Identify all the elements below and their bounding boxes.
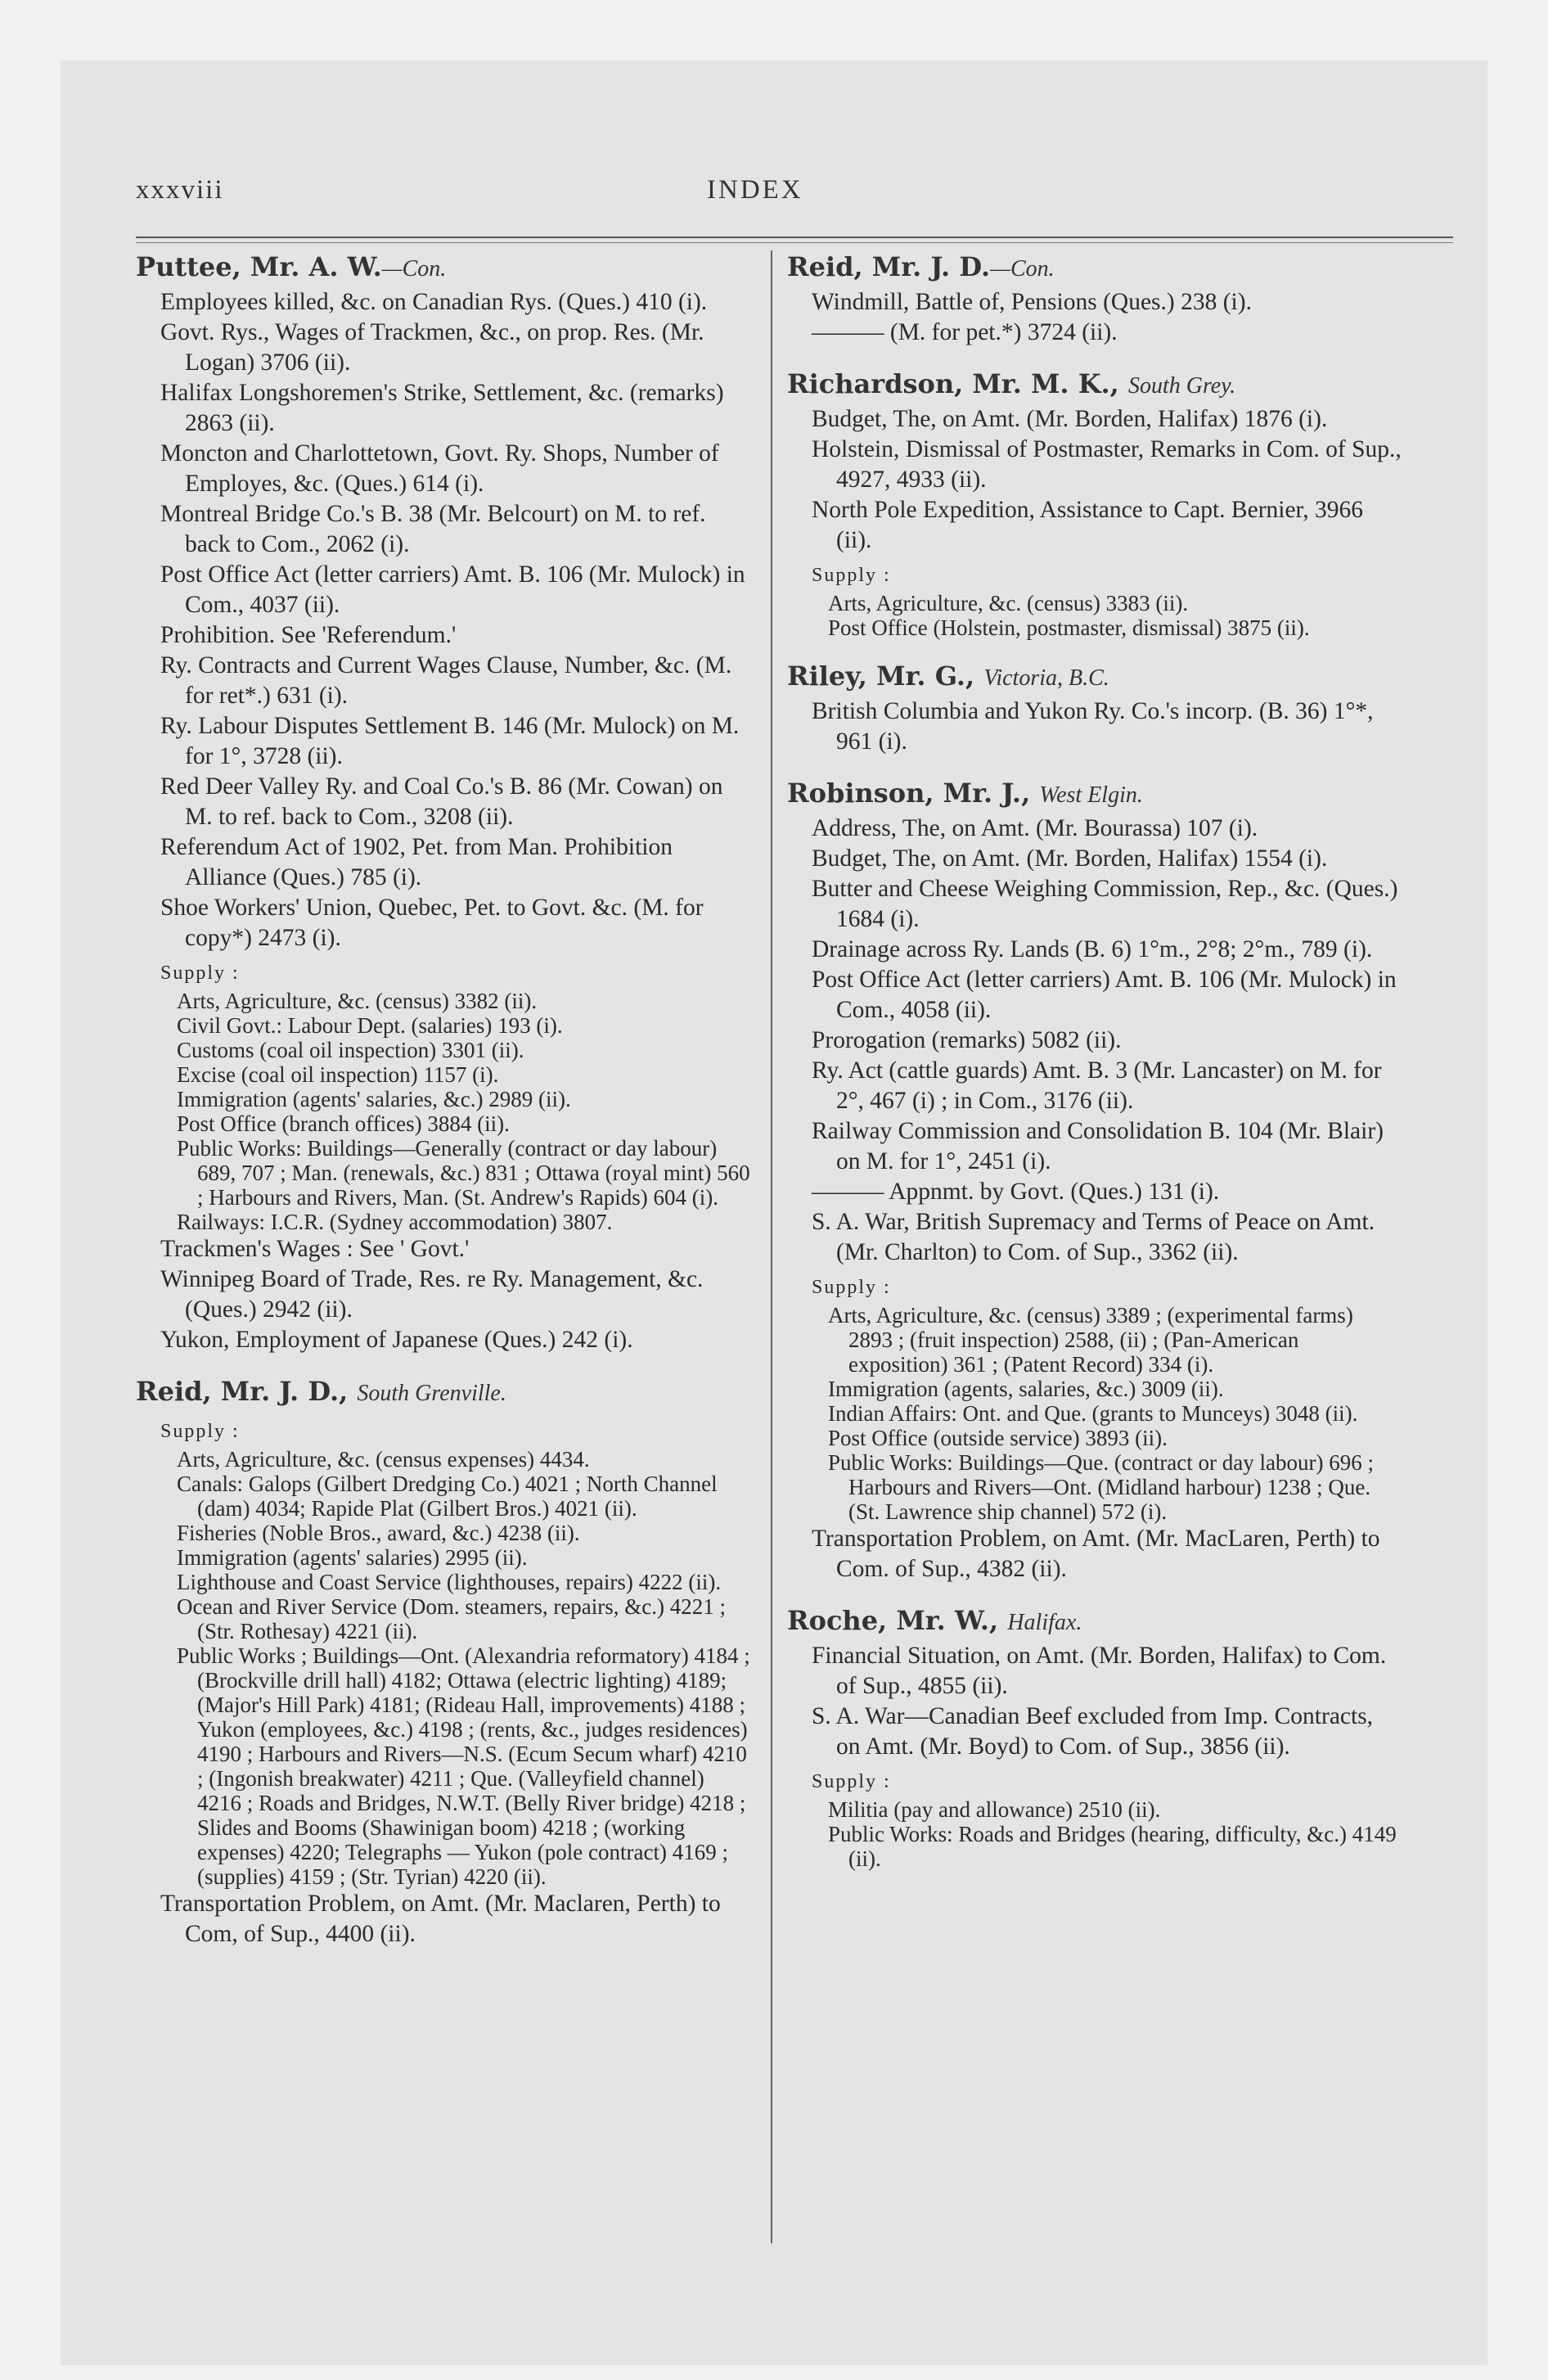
supply-line: Public Works ; Buildings—Ont. (Alexandria reformatory) 4184 ; (Brockville drill hall) 4182; Ottawa (electric lighting) 4189; (Major's Hill Park) 4181; (Rideau Hall, improvements) 4188 ; Yukon (employees, &c.) 4198 ; (rents, &c., judges residences) 4190 ; Harbours and Rivers—N.S. (Ecum Secum wharf) 4210 ; (Ingonish breakwater) 4211 ; Que. (Valleyfield channel) 4216 ; Roads and Bridges, N.W.T. (Belly River bridge) 4218 ; Slides and Booms (Shawinigan boom) 4218 ; (working expenses) 4220; Telegraphs — Yukon (pole contract) 4169 ; (supplies) 4159 ; (Str. Tyrian) 4220 (ii). [177,1643,750,1889]
right-column [787,249,1402,1871]
index-line: Transportation Problem, on Amt. (Mr. MacLaren, Perth) to Com. of Sup., 4382 (ii). [812,1526,1380,1582]
supply-line: Railways: I.C.R. (Sydney accommodation) 3807. [177,1210,613,1234]
supply-label: Supply : [812,1771,891,1792]
entry-subtitle: West Elgin. [1039,782,1143,808]
supply-label: Supply : [812,1277,891,1298]
index-line: Windmill, Battle of, Pensions (Ques.) 238 (i). [812,289,1252,315]
supply-line: Post Office (outside service) 3893 (ii). [828,1426,1168,1450]
index-line: Butter and Cheese Weighing Commission, Rep., &c. (Ques.) 1684 (i). [812,876,1398,932]
index-line: Employees killed, &c. on Canadian Rys. (Ques.) 410 (i). [160,289,708,315]
entry-subtitle: —Con. [990,256,1055,282]
entry-name: Richardson, Mr. M. K., [787,368,1119,399]
index-line: ——— (M. for pet.*) 3724 (ii). [812,319,1118,345]
supply-line: Immigration (agents' salaries, &c.) 2989 (ii). [177,1087,571,1111]
entry-name: Roche, Mr. W., [787,1605,999,1636]
index-line: Ry. Contracts and Current Wages Clause, Number, &c. (M. for ret*.) 631 (i). [160,652,732,709]
supply-line: Militia (pay and allowance) 2510 (ii). [828,1797,1161,1822]
index-line: Referendum Act of 1902, Pet. from Man. Prohibition Alliance (Ques.) 785 (i). [160,834,673,890]
entry-heading [136,249,751,287]
supply-line: Indian Affairs: Ont. and Que. (grants to Munceys) 3048 (ii). [828,1401,1358,1426]
supply-line: Civil Govt.: Labour Dept. (salaries) 193 (i). [177,1013,563,1038]
index-line: North Pole Expedition, Assistance to Capt. Bernier, 3966 (ii). [812,497,1363,553]
index-line: Transportation Problem, on Amt. (Mr. Maclaren, Perth) to Com, of Sup., 4400 (ii). [160,1891,721,1947]
header-rule-thin [136,242,1453,243]
supply-line: Canals: Galops (Gilbert Dredging Co.) 4021 ; North Channel (dam) 4034; Rapide Plat (Gilbert Bros.) 4021 (ii). [177,1472,718,1521]
supply-line: Excise (coal oil inspection) 1157 (i). [177,1062,499,1087]
entry-heading [787,1602,1402,1641]
supply-line: Public Works: Roads and Bridges (hearing, difficulty, &c.) 4149 (ii). [828,1822,1397,1871]
index-line: Address, The, on Amt. (Mr. Bourassa) 107 (i). [812,815,1258,841]
entry-name: Reid, Mr. J. D., [136,1376,349,1407]
index-line: Winnipeg Board of Trade, Res. re Ry. Management, &c. (Ques.) 2942 (ii). [160,1266,704,1323]
supply-line: Public Works: Buildings—Generally (contract or day labour) 689, 707 ; Man. (renewals, &c.) 831 ; Ottawa (royal mint) 560 ; Harbours and Rivers, Man. (St. Andrew's Rapids) 604 (i). [177,1136,750,1210]
supply-line: Immigration (agents' salaries) 2995 (ii). [177,1545,528,1570]
index-line: Budget, The, on Amt. (Mr. Borden, Halifax) 1876 (i). [812,406,1328,432]
entry-name: Robinson, Mr. J., [787,778,1031,809]
supply-line: Lighthouse and Coast Service (lighthouses, repairs) 4222 (ii). [177,1570,722,1594]
index-line: Prohibition. See 'Referendum.' [160,622,457,648]
supply-line: Post Office (Holstein, postmaster, dismissal) 3875 (ii). [828,615,1310,640]
supply-label: Supply : [160,962,240,984]
index-line: Shoe Workers' Union, Quebec, Pet. to Govt. &c. (M. for copy*) 2473 (i). [160,895,704,951]
index-line: ——— Appnmt. by Govt. (Ques.) 131 (i). [812,1179,1220,1205]
entry-name: Reid, Mr. J. D. [787,251,991,282]
index-line: Montreal Bridge Co.'s B. 38 (Mr. Belcourt) on M. to ref. back to Com., 2062 (i). [160,501,706,557]
entry-heading [787,249,1402,287]
page-number: xxxviii [136,175,224,205]
index-line: S. A. War—Canadian Beef excluded from Imp. Contracts, on Amt. (Mr. Boyd) to Com. of Sup., 3856 (ii). [812,1703,1374,1760]
supply-line: Public Works: Buildings—Que. (contract or day labour) 696 ; Harbours and Rivers—Ont. (Midland harbour) 1238 ; Que. (St. Lawrence ship channel) 572 (i). [828,1450,1374,1524]
index-line: Ry. Labour Disputes Settlement B. 146 (Mr. Mulock) on M. for 1°, 3728 (ii). [160,713,740,769]
left-column [136,249,751,1950]
supply-line: Arts, Agriculture, &c. (census) 3389 ; (experimental farms) 2893 ; (fruit inspection) 2588, (ii) ; (Pan-American exposition) 361 ; (Patent Record) 334 (i). [828,1303,1353,1377]
index-line: Financial Situation, on Amt. (Mr. Borden, Halifax) to Com. of Sup., 4855 (ii). [812,1643,1387,1699]
supply-line: Post Office (branch offices) 3884 (ii). [177,1111,510,1136]
index-line: Drainage across Ry. Lands (B. 6) 1°m., 2°8; 2°m., 789 (i). [812,936,1373,962]
entry-heading [136,1373,751,1412]
supply-line: Ocean and River Service (Dom. steamers, repairs, &c.) 4221 ; (Str. Rothesay) 4221 (ii). [177,1594,727,1643]
index-line: Budget, The, on Amt. (Mr. Borden, Halifax) 1554 (i). [812,845,1328,872]
entry-subtitle: South Grenville. [357,1381,506,1406]
column-divider [771,250,772,2243]
entry-subtitle: South Grey. [1127,373,1236,399]
index-line: Railway Commission and Consolidation B. 104 (Mr. Blair) on M. for 1°, 2451 (i). [812,1118,1384,1174]
entry-heading [787,366,1402,404]
entry-subtitle: Halifax. [1007,1610,1082,1635]
index-line: Trackmen's Wages : See ' Govt.' [160,1236,470,1262]
entry-heading [787,658,1402,696]
index-page [61,61,1487,2365]
index-line: Holstein, Dismissal of Postmaster, Remarks in Com. of Sup., 4927, 4933 (ii). [812,436,1402,493]
entry-name: Puttee, Mr. A. W. [136,251,382,282]
supply-label: Supply : [812,565,891,586]
supply-label: Supply : [160,1421,240,1442]
index-line: British Columbia and Yukon Ry. Co.'s incorp. (B. 36) 1°*, 961 (i). [812,698,1374,755]
supply-line: Arts, Agriculture, &c. (census) 3382 (ii). [177,989,538,1013]
entry-name: Riley, Mr. G., [787,660,975,692]
index-line: Prorogation (remarks) 5082 (ii). [812,1027,1122,1053]
entry-heading [787,775,1402,814]
index-line: S. A. War, British Supremacy and Terms of Peace on Amt. (Mr. Charlton) to Com. of Sup., 3362 (ii). [812,1209,1375,1265]
index-line: Halifax Longshoremen's Strike, Settlement, &c. (remarks) 2863 (ii). [160,380,724,436]
index-line: Red Deer Valley Ry. and Coal Co.'s B. 86 (Mr. Cowan) on M. to ref. back to Com., 3208 (ii). [160,773,723,830]
page-title: INDEX [707,175,803,205]
index-line: Govt. Rys., Wages of Trackmen, &c., on prop. Res. (Mr. Logan) 3706 (ii). [160,319,704,376]
index-line: Ry. Act (cattle guards) Amt. B. 3 (Mr. Lancaster) on M. for 2°, 467 (i) ; in Com., 3176 (ii). [812,1057,1382,1114]
entry-subtitle: —Con. [381,256,447,282]
supply-line: Customs (coal oil inspection) 3301 (ii). [177,1038,524,1062]
entry-subtitle: Victoria, B.C. [983,665,1109,691]
index-line: Post Office Act (letter carriers) Amt. B. 106 (Mr. Mulock) in Com., 4037 (ii). [160,561,745,618]
index-line: Moncton and Charlottetown, Govt. Ry. Shops, Number of Employes, &c. (Ques.) 614 (i). [160,440,719,497]
supply-line: Arts, Agriculture, &c. (census) 3383 (ii). [828,591,1189,615]
index-line: Post Office Act (letter carriers) Amt. B. 106 (Mr. Mulock) in Com., 4058 (ii). [812,967,1397,1023]
supply-line: Fisheries (Noble Bros., award, &c.) 4238 (ii). [177,1521,580,1545]
index-line: Yukon, Employment of Japanese (Ques.) 242 (i). [160,1327,633,1353]
header-rule [136,237,1453,238]
supply-line: Immigration (agents, salaries, &c.) 3009 (ii). [828,1377,1224,1401]
supply-line: Arts, Agriculture, &c. (census expenses) 4434. [177,1447,590,1472]
